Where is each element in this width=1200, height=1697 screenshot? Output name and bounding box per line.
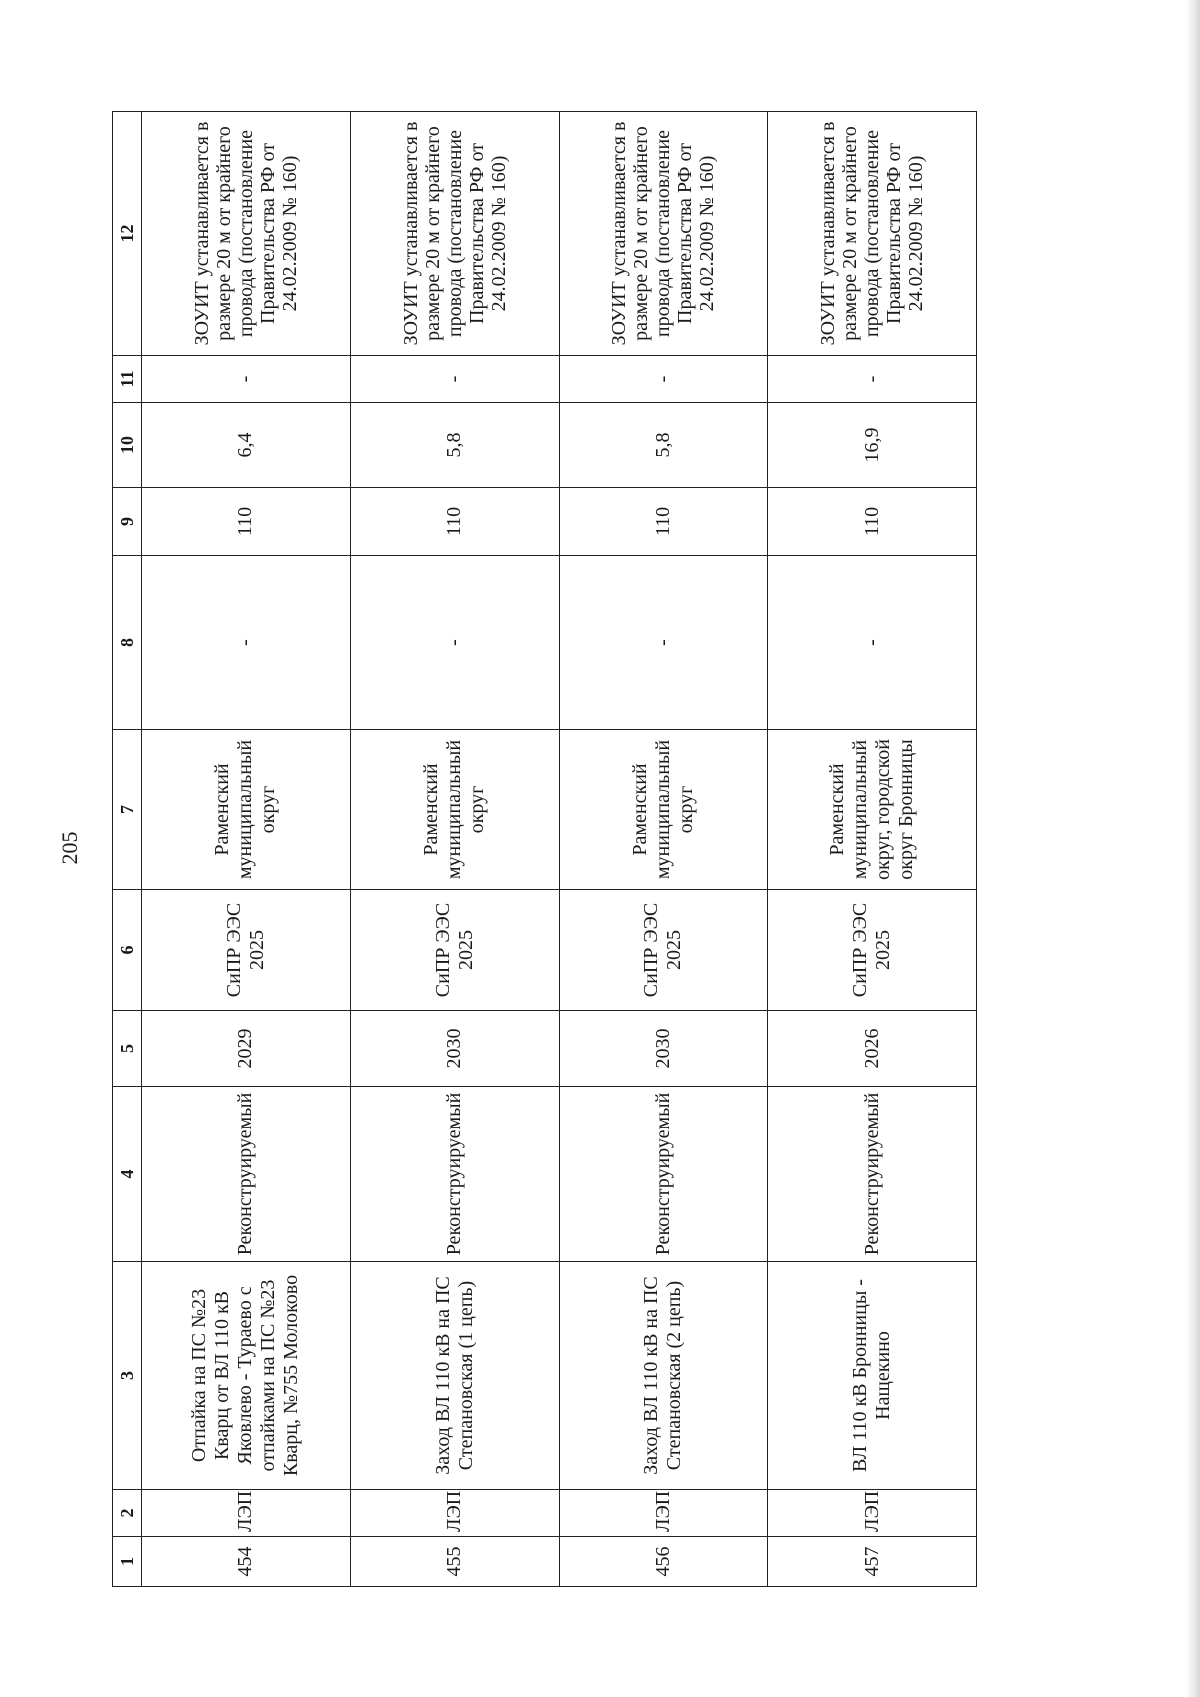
header-row [113,112,142,1587]
cell-name: ВЛ 110 кВ Бронницы - Нащекино [768,1262,977,1490]
cell-source: СиПР ЭЭС 2025 [350,890,559,1011]
header-cell: 5 [113,1011,142,1087]
header-cell: 6 [113,890,142,1011]
cell-status: Реконструируемый [768,1087,977,1262]
cell-voltage: 110 [559,488,768,556]
cell-year: 2029 [142,1011,351,1087]
cell-length: 5,8 [350,403,559,488]
cell-zone: ЗОУИТ устанавливается в размере 20 м от крайнего провода (постановление Правительства РФ от 24.02.2009 № 160) [559,112,768,356]
table-row [768,112,977,1587]
cell-year: 2030 [350,1011,559,1087]
header-cell: 8 [113,556,142,730]
cell-col8: - [768,556,977,730]
header-cell: 7 [113,730,142,890]
cell-status: Реконструируемый [350,1087,559,1262]
cell-location: Раменский муниципальный округ [559,730,768,890]
scan-edge-shadow [1186,0,1200,1697]
registry-table [112,111,977,1587]
cell-type: ЛЭП [142,1490,351,1537]
header-cell: 12 [113,112,142,356]
header-cell: 2 [113,1490,142,1537]
header-cell: 3 [113,1262,142,1490]
cell-col8: - [142,556,351,730]
cell-name: Заход ВЛ 110 кВ на ПС Степановская (2 цепь) [559,1262,768,1490]
table-row [559,112,768,1587]
cell-col8: - [559,556,768,730]
cell-voltage: 110 [350,488,559,556]
cell-number: 455 [350,1537,559,1587]
header-cell: 9 [113,488,142,556]
cell-voltage: 110 [142,488,351,556]
table-row [142,112,351,1587]
cell-zone: ЗОУИТ устанавливается в размере 20 м от крайнего провода (постановление Правительства РФ от 24.02.2009 № 160) [768,112,977,356]
cell-number: 457 [768,1537,977,1587]
cell-zone: ЗОУИТ устанавливается в размере 20 м от крайнего провода (постановление Правительства РФ от 24.02.2009 № 160) [142,112,351,356]
cell-col11: - [559,356,768,403]
header-cell: 11 [113,356,142,403]
cell-length: 6,4 [142,403,351,488]
cell-zone: ЗОУИТ устанавливается в размере 20 м от крайнего провода (постановление Правительства РФ от 24.02.2009 № 160) [350,112,559,356]
cell-location: Раменский муниципальный округ [142,730,351,890]
cell-col11: - [350,356,559,403]
cell-location: Раменский муниципальный округ [350,730,559,890]
cell-type: ЛЭП [768,1490,977,1537]
cell-type: ЛЭП [559,1490,768,1537]
cell-col11: - [142,356,351,403]
cell-year: 2026 [768,1011,977,1087]
cell-number: 456 [559,1537,768,1587]
cell-location: Раменский муниципальный округ, городской округ Бронницы [768,730,977,890]
cell-source: СиПР ЭЭС 2025 [559,890,768,1011]
header-cell: 10 [113,403,142,488]
table-container [112,112,977,1587]
rotated-table-frame [112,112,977,1587]
table-row [350,112,559,1587]
cell-length: 16,9 [768,403,977,488]
cell-source: СиПР ЭЭС 2025 [768,890,977,1011]
cell-length: 5,8 [559,403,768,488]
cell-source: СиПР ЭЭС 2025 [142,890,351,1011]
cell-name: Отпайка на ПС №23 Кварц от ВЛ 110 кВ Яковлево - Тураево с отпайками на ПС №23 Кварц, №755 Молоково [142,1262,351,1490]
cell-col11: - [768,356,977,403]
header-cell: 1 [113,1537,142,1587]
cell-col8: - [350,556,559,730]
header-cell: 4 [113,1087,142,1262]
cell-voltage: 110 [768,488,977,556]
cell-number: 454 [142,1537,351,1587]
cell-name: Заход ВЛ 110 кВ на ПС Степановская (1 цепь) [350,1262,559,1490]
cell-status: Реконструируемый [559,1087,768,1262]
cell-year: 2030 [559,1011,768,1087]
cell-status: Реконструируемый [142,1087,351,1262]
cell-type: ЛЭП [350,1490,559,1537]
page-number: 205 [57,831,82,865]
